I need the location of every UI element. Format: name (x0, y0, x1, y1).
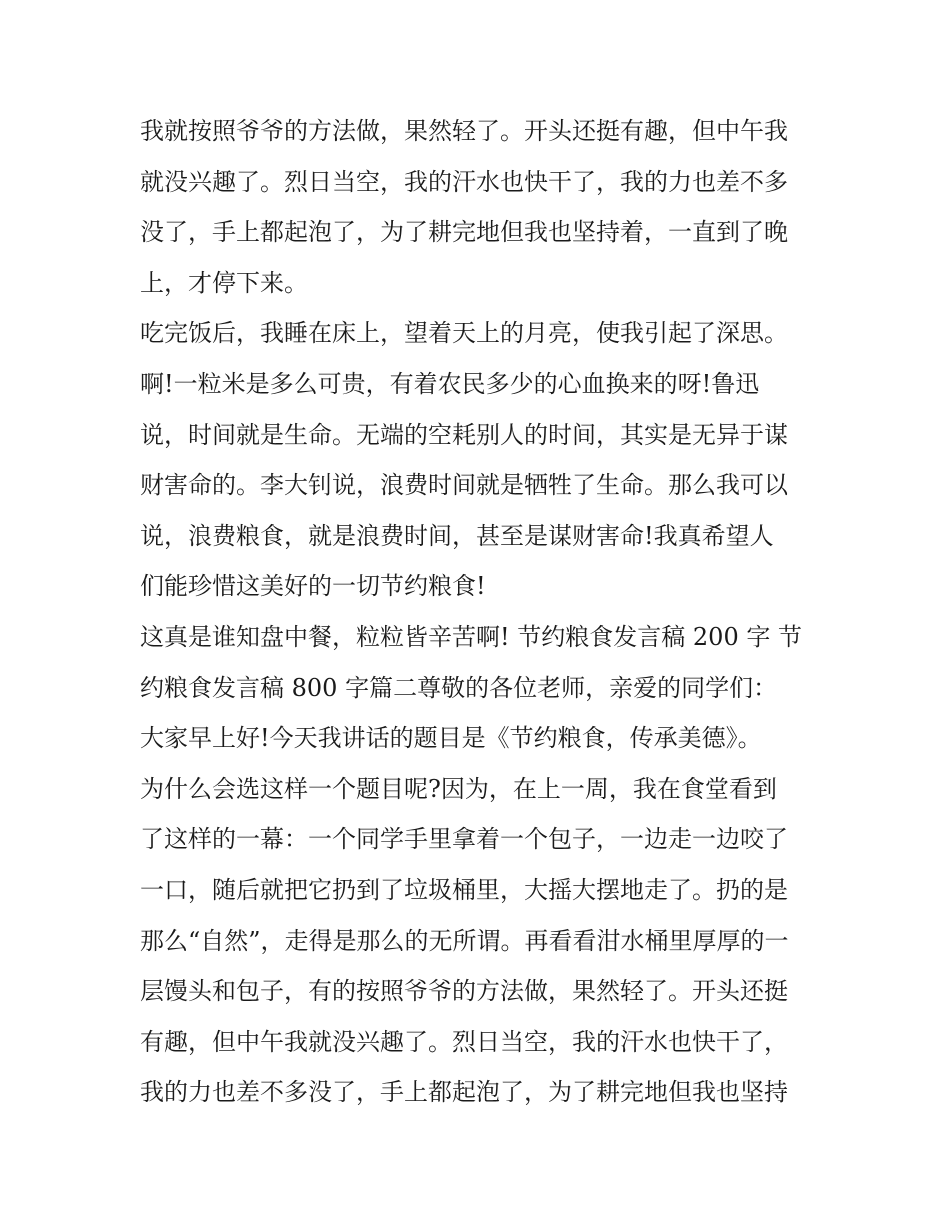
text-line: 上，才停下来。 (140, 268, 308, 297)
text-line: 没了，手上都起泡了，为了耕完地但我也坚持着，一直到了晚 (140, 218, 788, 247)
text-line: 一口，随后就把它扔到了垃圾桶里，大摇大摆地走了。扔的是 (140, 875, 788, 904)
text-line: 就没兴趣了。烈日当空，我的汗水也快干了，我的力也差不多 (140, 167, 788, 196)
text-line: 我的力也差不多没了，手上都起泡了，为了耕完地但我也坚持 (140, 1078, 788, 1107)
text-line: 们能珍惜这美好的一切节约粮食! (140, 572, 486, 601)
text-line: 说，浪费粮食，就是浪费时间，甚至是谋财害命!我真希望人 (140, 521, 774, 550)
text-line: 大家早上好!今天我讲话的题目是《节约粮食，传承美德》。 (140, 724, 762, 753)
text-line: 层馒头和包子，有的按照爷爷的方法做，果然轻了。开头还挺 (140, 977, 788, 1006)
text-line: 那么“自然”，走得是那么的无所谓。再看看泔水桶里厚厚的一 (140, 926, 789, 955)
text-line: 啊!一粒米是多么可贵，有着农民多少的心血换来的呀!鲁迅 (140, 369, 760, 398)
text-line: 约粮食发言稿 800 字篇二尊敬的各位老师，亲爱的同学们： (140, 673, 778, 702)
text-line: 说，时间就是生命。无端的空耗别人的时间，其实是无异于谋 (140, 420, 788, 449)
text-line: 我就按照爷爷的方法做，果然轻了。开头还挺有趣，但中午我 (140, 117, 788, 145)
text-line: 吃完饭后，我睡在床上，望着天上的月亮，使我引起了深思。 (140, 319, 788, 348)
text-line: 财害命的。李大钊说，浪费时间就是牺牲了生命。那么我可以 (140, 471, 788, 500)
text-line: 这真是谁知盘中餐，粒粒皆辛苦啊! 节约粮食发言稿 200 字 节 (140, 622, 802, 651)
text-line: 有趣，但中午我就没兴趣了。烈日当空，我的汗水也快干了， (140, 1027, 788, 1056)
text-line: 为什么会选这样一个题目呢?因为，在上一周，我在食堂看到 (140, 774, 777, 803)
body-text (140, 106, 820, 1118)
text-line: 了这样的一幕：一个同学手里拿着一个包子，一边走一边咬了 (140, 825, 788, 854)
